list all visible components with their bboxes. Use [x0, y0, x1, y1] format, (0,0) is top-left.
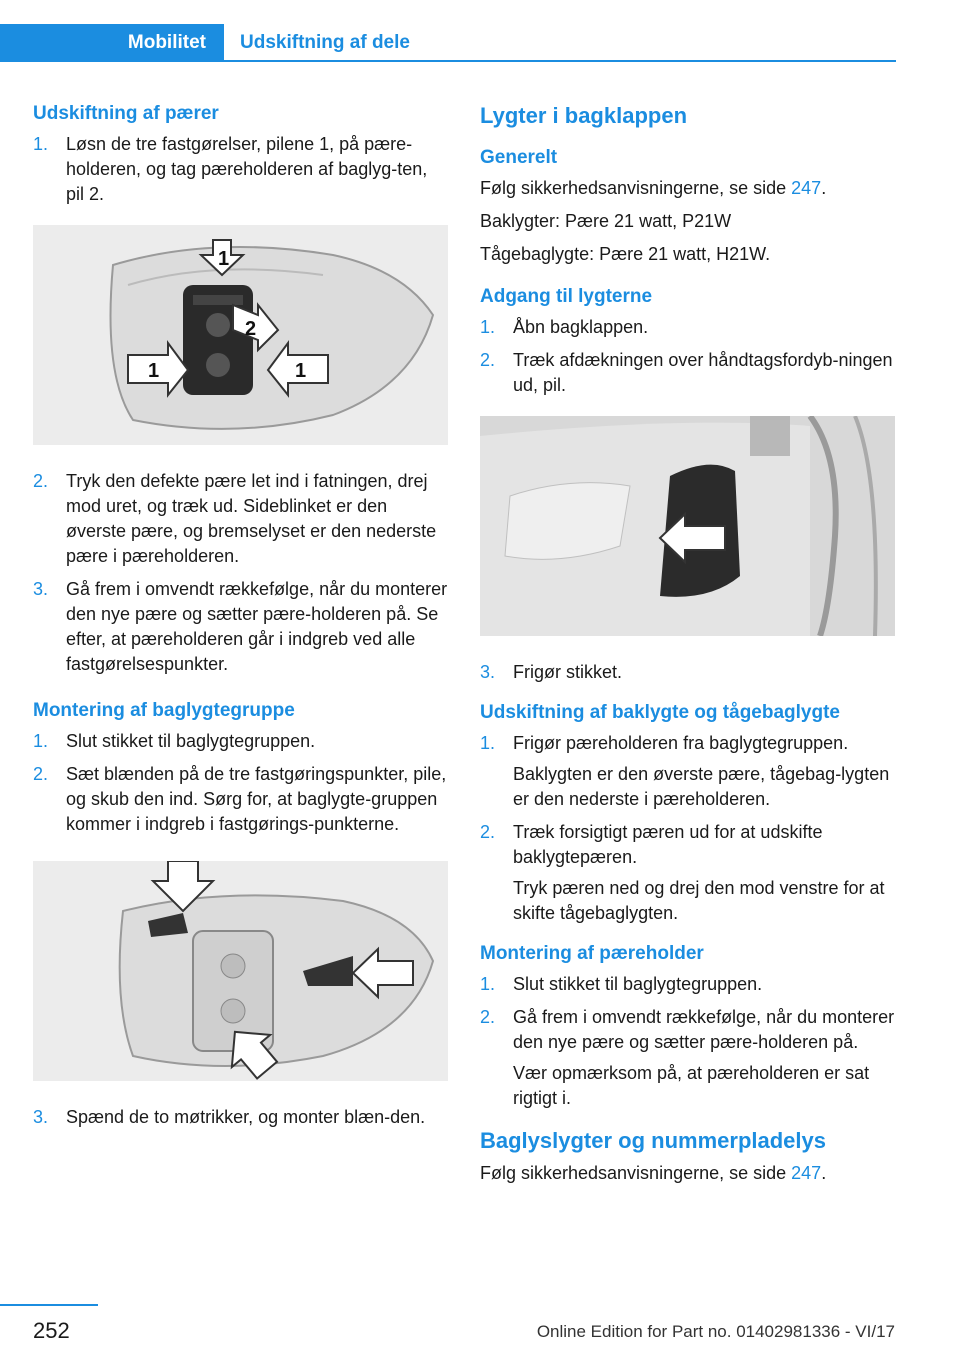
- page-link-247[interactable]: 247: [791, 178, 822, 198]
- figure-label-top: 1: [218, 248, 230, 270]
- list-item: [480, 348, 895, 398]
- step-number: 2.: [480, 822, 496, 842]
- list-item: [33, 729, 448, 754]
- figure-label-right: 1: [295, 360, 307, 382]
- step-text: Slut stikket til baglygtegruppen.: [66, 731, 316, 751]
- step-number: 2.: [480, 1007, 496, 1027]
- step-text: Løsn de tre fastgørelser, pilene 1, på pære-holderen, og tag pæreholderen af baglyg-ten, pil 2.: [66, 134, 428, 204]
- section-title-baglyslygter: Baglyslygter og nummerpladelys: [480, 1128, 826, 1153]
- step-number: 3.: [480, 662, 496, 682]
- list-item: [33, 132, 448, 207]
- step-number: 3.: [33, 579, 49, 599]
- step-text: Gå frem i omvendt rækkefølge, når du monterer den nye pære og sætter pære-holderen på. Se efter, at pæreholderen går i indgreb ved alle fastgørelsespunkter.: [66, 579, 448, 674]
- section-heading-montering-af-paereholder: Montering af pæreholder: [480, 943, 704, 964]
- step-number: 1.: [480, 317, 496, 337]
- figure-bagklappe-cover: [480, 416, 895, 636]
- step-text: Gå frem i omvendt rækkefølge, når du monterer den nye pære og sætter pære-holderen på.: [513, 1007, 895, 1052]
- steps-udskift: [480, 731, 895, 926]
- step-text: Træk afdækningen over håndtagsfordyb-ningen ud, pil.: [513, 350, 893, 395]
- tab-udskiftning-af-dele[interactable]: Udskiftning af dele: [240, 32, 410, 53]
- step-number: 1.: [480, 733, 496, 753]
- list-item: [480, 820, 895, 926]
- step-number: 1.: [480, 974, 496, 994]
- step-number: 1.: [33, 731, 49, 751]
- section-heading-generelt: Generelt: [480, 147, 558, 168]
- baglygtegruppe-illustration: [33, 861, 448, 1081]
- step-text: Sæt blænden på de tre fastgøringspunkter, pile, og skub den ind. Sørg for, at baglygte-gruppen kommer i indgreb i fastgørings-punkterne.: [66, 764, 447, 834]
- taagebaglygte-spec: Tågebaglygte: Pære 21 watt, H21W.: [480, 244, 771, 264]
- list-item: [33, 1105, 448, 1130]
- section-heading-udskiftning-af-paerer: Udskiftning af pærer: [33, 103, 219, 124]
- bagklappe-cover-illustration: [480, 416, 895, 636]
- step-extra: Tryk pæren ned og drej den mod venstre for at skifte tågebaglygten.: [513, 878, 885, 923]
- step-number: 2.: [33, 471, 49, 491]
- step-text: Slut stikket til baglygtegruppen.: [513, 974, 763, 994]
- steps-list-3: [33, 729, 448, 837]
- steps-montering: [480, 972, 895, 1111]
- figure-label-left: 1: [148, 360, 160, 382]
- safety-reference-text: Følg sikkerhedsanvisningerne, se side: [480, 178, 792, 198]
- figure-label-mid: 2: [245, 318, 257, 340]
- section-heading-adgang-til-lygterne: Adgang til lygterne: [480, 286, 653, 307]
- section-heading-montering-af-baglygtegruppe: Montering af baglygtegruppe: [33, 700, 295, 721]
- section-heading-udskiftning-af-baklygte: Udskiftning af baklygte og tågebaglygte: [480, 702, 840, 723]
- step-text: Åbn bagklappen.: [513, 317, 649, 337]
- step-number: 2.: [480, 350, 496, 370]
- step-text: Spænd de to møtrikker, og monter blæn-den.: [66, 1107, 426, 1127]
- step-text: Frigør stikket.: [513, 662, 623, 682]
- safety-reference: [480, 176, 895, 201]
- safety-reference-2: [480, 1161, 895, 1186]
- right-column: [480, 100, 895, 1194]
- left-column: [33, 100, 448, 1144]
- step-text: Træk forsigtigt pæren ud for at udskifte baklygtepæren.: [513, 822, 823, 867]
- figure-bulb-holder: [33, 225, 448, 445]
- list-item: [480, 972, 895, 997]
- header: [0, 0, 960, 62]
- bulb-holder-illustration: [33, 225, 448, 445]
- step-extra: Vær opmærksom på, at pæreholderen er sat rigtigt i.: [513, 1063, 870, 1108]
- list-item: [480, 731, 895, 812]
- step-number: 2.: [33, 764, 49, 784]
- steps-list-1: [33, 132, 448, 207]
- period: .: [821, 178, 827, 198]
- header-rule: [224, 60, 896, 62]
- safety-reference-text: Følg sikkerhedsanvisningerne, se side: [480, 1163, 792, 1183]
- page-number: 252: [33, 1318, 70, 1343]
- step-extra: Baklygten er den øverste pære, tågebag-lygten er den nederste i pæreholderen.: [513, 764, 890, 809]
- baklygter-spec: Baklygter: Pære 21 watt, P21W: [480, 211, 732, 231]
- steps-adgang: [480, 315, 895, 398]
- section-title-lygter-i-bagklappen: Lygter i bagklappen: [480, 103, 688, 128]
- steps-list-2: [33, 469, 448, 677]
- footer-rule: [0, 1304, 98, 1306]
- step-text: Frigør pæreholderen fra baglygtegruppen.: [513, 733, 849, 753]
- tab-mobilitet[interactable]: Mobilitet: [0, 24, 224, 62]
- steps-adgang-2: [480, 660, 895, 685]
- step-number: 3.: [33, 1107, 49, 1127]
- figure-baglygtegruppe: [33, 861, 448, 1081]
- list-item: [480, 315, 895, 340]
- period: .: [821, 1163, 827, 1183]
- steps-list-4: [33, 1105, 448, 1130]
- list-item: [33, 762, 448, 837]
- step-text: Tryk den defekte pære let ind i fatningen, drej mod uret, og træk ud. Sideblinket er den øverste pære, og bremselyset er den nederste pære i pæreholderen.: [66, 471, 437, 566]
- page-link-247[interactable]: 247: [791, 1163, 822, 1183]
- edition-text: Online Edition for Part no. 01402981336 - VI/17: [536, 1322, 895, 1341]
- list-item: [33, 577, 448, 677]
- step-number: 1.: [33, 134, 49, 154]
- list-item: [480, 1005, 895, 1111]
- list-item: [480, 660, 895, 685]
- list-item: [33, 469, 448, 569]
